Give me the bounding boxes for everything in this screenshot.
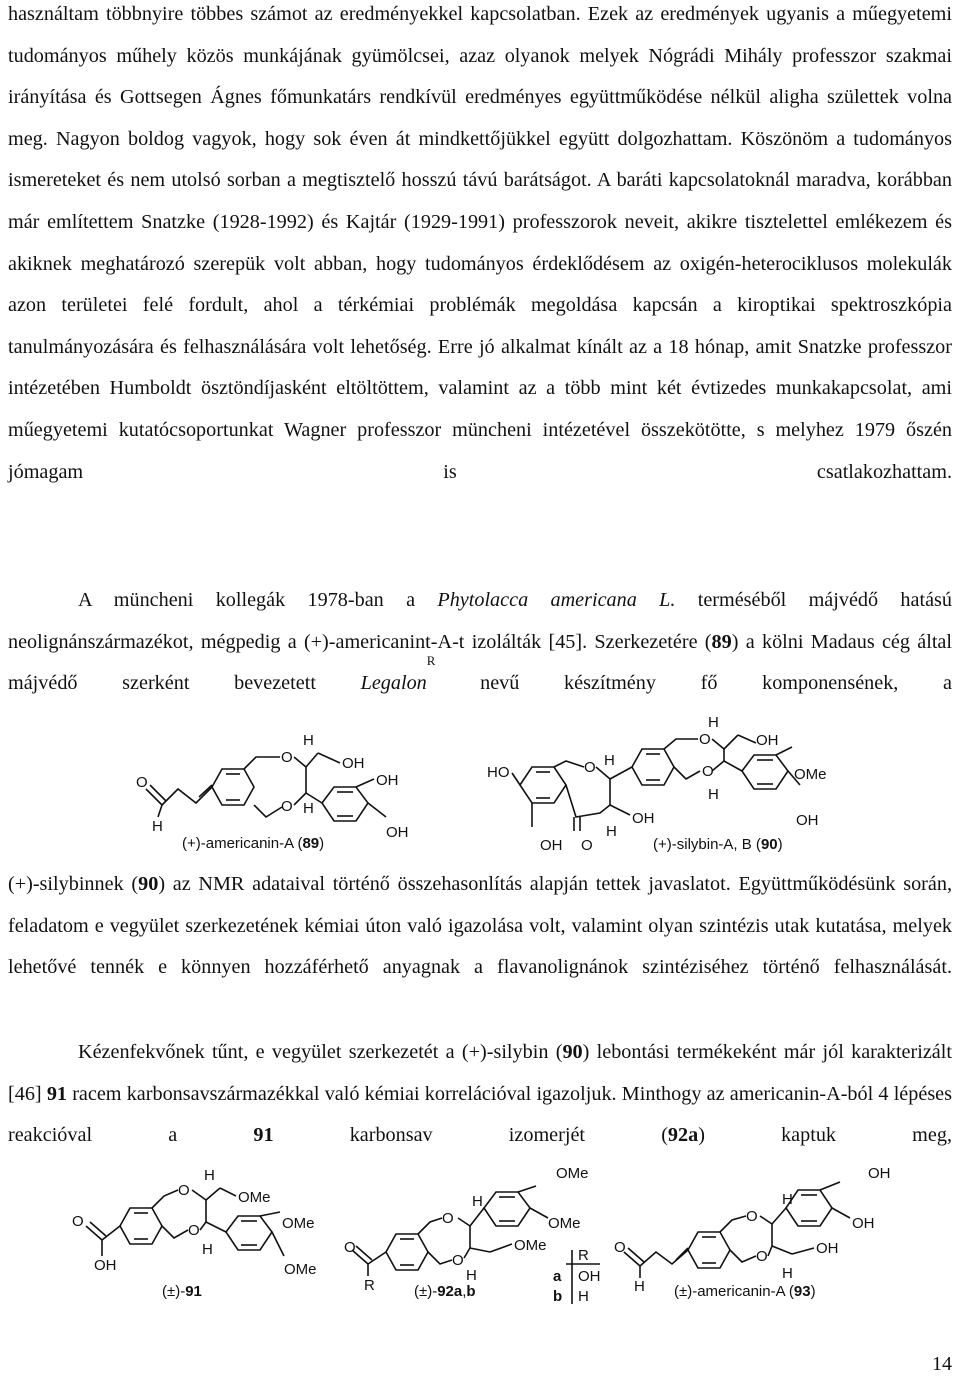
atom-label: H — [634, 1278, 645, 1295]
atom-label: H — [708, 786, 719, 803]
text: ) az NMR adataival történő összehasonlítás alapján tettek javaslatot. Együttműködésünk során, feladatom e vegyület szerkezetének kémiai úton való igazolása volt, valamint olyan szintézis utak kutatása, melyek lehetővé tennék e könnyen hozzáférhető anyagnak a flavanolignánok szintéziséhez történő felhasználását. — [8, 873, 953, 979]
atom-label: R — [364, 1277, 375, 1294]
atom-label: O — [699, 731, 711, 748]
atom-label: OMe — [514, 1237, 547, 1254]
atom-label: OMe — [238, 1189, 271, 1206]
atom-label: O — [584, 759, 596, 776]
text: A müncheni kollegák 1978-ban a — [78, 589, 438, 611]
atom-label: OH — [796, 812, 819, 829]
structure-90 — [512, 735, 800, 831]
compound-number: 92a — [667, 1124, 699, 1147]
table-cell: H — [578, 1288, 589, 1305]
atom-label: OH — [852, 1215, 875, 1232]
structure-91-labels — [72, 1167, 317, 1300]
atom-label: H — [152, 818, 163, 835]
atom-label: O — [756, 1248, 768, 1265]
text: (+)-silybinnek ( — [8, 873, 139, 895]
atom-label: OH — [540, 837, 563, 854]
atom-label: OH — [376, 772, 399, 789]
compound-number: 89 — [711, 630, 732, 653]
atom-label: O — [581, 837, 593, 854]
caption-89: (+)-americanin-A (89) — [182, 835, 325, 852]
atom-label: O — [178, 1182, 190, 1199]
text: Kézenfekvőnek tűnt, e vegyület szerkezetét a (+)-silybin ( — [78, 1041, 563, 1063]
registered-mark: R — [426, 653, 436, 669]
product-name: Legalon — [360, 672, 427, 695]
atom-label: OMe — [282, 1215, 315, 1232]
atom-label: H — [606, 823, 617, 840]
atom-label: O — [136, 774, 148, 791]
text: nevű készítmény fő komponensének, a — [435, 672, 952, 695]
table-row-label: b — [553, 1288, 563, 1305]
atom-label: H — [303, 800, 314, 817]
scheme-1-structures — [0, 705, 960, 865]
atom-label: HO — [487, 764, 510, 781]
table-header: R — [578, 1247, 589, 1264]
text: ) kaptuk meg, — [698, 1124, 952, 1147]
paragraph-americanin-isolation — [8, 580, 952, 705]
text: karbonsav izomerjét ( — [273, 1124, 668, 1147]
atom-label: H — [782, 1265, 793, 1282]
structure-93-labels — [614, 1165, 891, 1300]
species-name: Phytolacca americana L. — [437, 589, 676, 611]
atom-label: H — [472, 1193, 483, 1210]
paragraph-chemical-correlation — [8, 1032, 952, 1157]
text: ) a kölni Madaus cég által májvédő szerként bevezetett — [8, 630, 952, 695]
atom-label: O — [281, 749, 293, 766]
atom-label: H — [708, 714, 719, 731]
scheme-2-structures — [0, 1156, 960, 1306]
atom-label: OMe — [548, 1215, 581, 1232]
atom-label: O — [344, 1239, 356, 1256]
caption-93: (±)-americanin-A (93) — [674, 1283, 816, 1300]
atom-label: O — [452, 1252, 464, 1269]
atom-label: O — [281, 798, 293, 815]
structure-89-labels — [136, 732, 409, 852]
atom-label: OMe — [556, 1165, 589, 1182]
atom-label: O — [614, 1239, 626, 1256]
atom-label: OH — [632, 810, 655, 827]
text: ) lebontási termékeként már jól karakterizált [46] — [8, 1041, 952, 1105]
compound-number: 91 — [253, 1124, 274, 1147]
atom-label: OH — [816, 1240, 839, 1257]
atom-label: O — [72, 1213, 84, 1230]
atom-label: H — [204, 1167, 215, 1184]
atom-label: H — [303, 732, 314, 749]
table-row-label: a — [553, 1268, 562, 1285]
page-number: 14 — [932, 1353, 952, 1375]
structure-90-labels — [487, 714, 827, 854]
table-cell: OH — [578, 1268, 601, 1285]
atom-label: H — [782, 1191, 793, 1208]
atom-label: OH — [756, 732, 779, 749]
atom-label: O — [188, 1222, 200, 1239]
atom-label: H — [202, 1241, 213, 1258]
compound-number: 90 — [138, 873, 159, 895]
text: terméséből májvédő hatású neolignánszármazékot, mégpedig a (+)-americanint-A-t izolálták [45]. Szerkezetére ( — [8, 589, 952, 653]
atom-label: H — [604, 752, 615, 769]
structure-92-labels — [344, 1165, 601, 1305]
caption-92: (±)-92a,b — [414, 1283, 476, 1300]
atom-label: O — [442, 1210, 454, 1227]
compound-number: 91 — [46, 1082, 68, 1105]
paragraph-silybin-comparison — [8, 864, 952, 989]
structure-93 — [624, 1182, 850, 1278]
paragraph-acknowledgements: használtam többnyire többes számot az eredményekkel kapcsolatban. Ezek az eredmények ugyanis a műegyetemi tudományos műhely közös munkájának gyümölcsei, azaz olyanok melyek Nógrádi Mihály professzor szakmai irányítása és Gottsegen Ágnes főmunkatárs rendkívül eredményes együttműködése nélkül aligha születtek volna meg. Nagyon boldog vagyok, hogy sok éven át mindkettőjükkel együtt dolgozhattam. Köszönöm a tudományos ismereteket és nem utolsó sorban a megtisztelő hosszú távú barátságot. A baráti kapcsolatoknál maradva, korábban már említettem Snatzke (1928-1992) és Kajtár (1929-1991) professzorok neveit, akikre tisztelettel emlékezem és akiknek meghatározó szerepük volt abban, hogy tudományos érdeklődésem az oxigén-heterociklusos molekulák azon területei felé fordult, ahol a térkémiai problémák megoldása kapcsán a kiroptikai spektroszkópia tanulmányozására és felhasználására volt lehetőség. Erre jó alkalmat kínált az a 18 hónap, amit Snatzke professzor intézetében Humboldt ösztöndíjasként eltöltöttem, valamint az a több mint két évtizedes munkakapcsolat, ami műegyetemi kutatócsoportunkat Wagner professzor müncheni intézetével összekötötte, s melyhez 1979 őszén jómagam is csatlakozhattam. — [8, 3, 952, 483]
caption-91: (±)-91 — [162, 1283, 202, 1300]
text: racem karbonsavszármazékkal való kémiai korrelációval igazoljuk. Minthogy az americanin-A-ból 4 lépéses reakcióval a — [8, 1082, 952, 1147]
atom-label: OH — [94, 1257, 117, 1274]
atom-label: H — [466, 1267, 477, 1284]
atom-label: OH — [342, 755, 365, 772]
atom-label: OH — [868, 1165, 891, 1182]
atom-label: OMe — [794, 766, 827, 783]
caption-90: (+)-silybin-A, B (90) — [653, 836, 783, 853]
atom-label: O — [746, 1208, 758, 1225]
atom-label: O — [702, 763, 714, 780]
atom-label: OMe — [284, 1261, 317, 1278]
compound-number: 90 — [562, 1041, 583, 1063]
atom-label: OH — [386, 824, 409, 841]
